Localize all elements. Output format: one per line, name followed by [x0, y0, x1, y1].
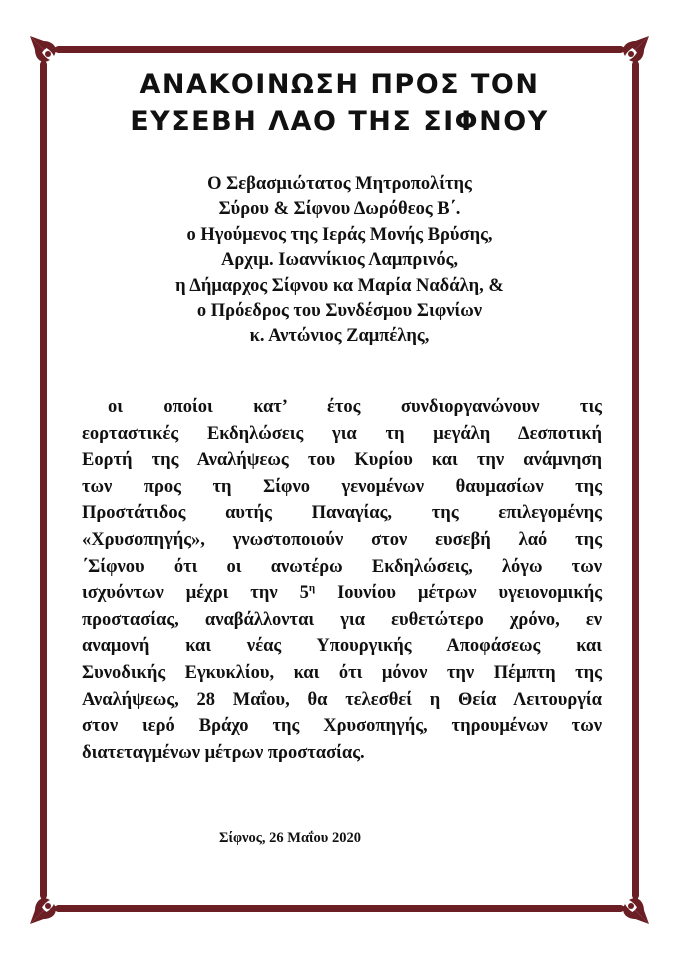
signatory-line: Σύρου & Σίφνου Δωρόθεος Β΄.	[218, 199, 461, 220]
body-line: διατεταγμένων μέτρων προστασίας.	[82, 742, 365, 763]
body-line-part: ισχυόντων μέχρι την 5	[82, 583, 309, 604]
body-line: αναμονή και νέας Υπουργικής Αποφάσεως και	[82, 636, 602, 657]
body-line: ΄Σίφνου ότι οι ανωτέρω Εκδηλώσεις, λόγω των	[82, 556, 602, 577]
signatory-line: Ο Σεβασμιώτατος Μητροπολίτης	[207, 174, 472, 194]
signatory-line: κ. Αντώνιος Ζαμπέλης,	[249, 326, 430, 347]
body-line: οι οποίοι κατ’ έτος συνδιοργανώνουν τις	[108, 397, 602, 417]
title-line-2: ΕΥΣΕΒΗ ΛΑΟ ΤΗΣ ΣΙΦΝΟΥ	[130, 106, 549, 137]
signatories-block	[80, 172, 599, 350]
signatory-line: ο Πρόεδρος του Συνδέσμου Σιφνίων	[196, 301, 483, 322]
title-line-1: ΑΝΑΚΟΙΝΩΣΗ ΠΡΟΣ ΤΟΝ	[139, 69, 540, 100]
body-line: των προς τη Σίφνο γενομένων θαυμασίων της	[82, 476, 602, 497]
body-line: Αναλήψεως, 28 Μαΐου, θα τελεσθεί η Θεία Λειτουργία	[82, 689, 602, 710]
ordinal-superscript: η	[308, 582, 316, 594]
announcement-body	[82, 394, 602, 766]
body-line: εορταστικές Εκδηλώσεις για τη μεγάλη Δεσποτική	[82, 423, 602, 444]
body-line: Εορτή της Αναλήψεως του Κυρίου και την ανάμνηση	[82, 450, 602, 471]
body-line	[82, 580, 602, 607]
signatory-line: ο Ηγούμενος της Ιεράς Μονής Βρύσης,	[186, 224, 493, 245]
announcement-title	[60, 66, 619, 140]
body-line-part: Ιουνίου μέτρων υγειονομικής	[315, 583, 603, 604]
body-line: στον ιερό Βράχο της Χρυσοπηγής, τηρουμένων των	[82, 716, 602, 737]
body-line: «Χρυσοπηγής», γνωστοποιούν στον ευσεβή λαό της	[82, 529, 602, 550]
body-line: Συνοδικής Εγκυκλίου, και ότι μόνον την Πέμπτη της	[82, 662, 602, 683]
signatory-line: η Δήμαρχος Σίφνου κα Μαρία Ναδάλη, &	[175, 275, 504, 296]
place-date: Σίφνος, 26 Μαΐου 2020	[219, 830, 361, 846]
body-line: προστασίας, αναβάλλονται για ευθετώτερο χρόνο, εν	[82, 609, 602, 630]
signatory-line: Αρχιμ. Ιωαννίκιος Λαμπρινός,	[220, 250, 459, 271]
body-line: Προστάτιδος αυτής Παναγίας, της επιλεγομένης	[82, 503, 602, 524]
